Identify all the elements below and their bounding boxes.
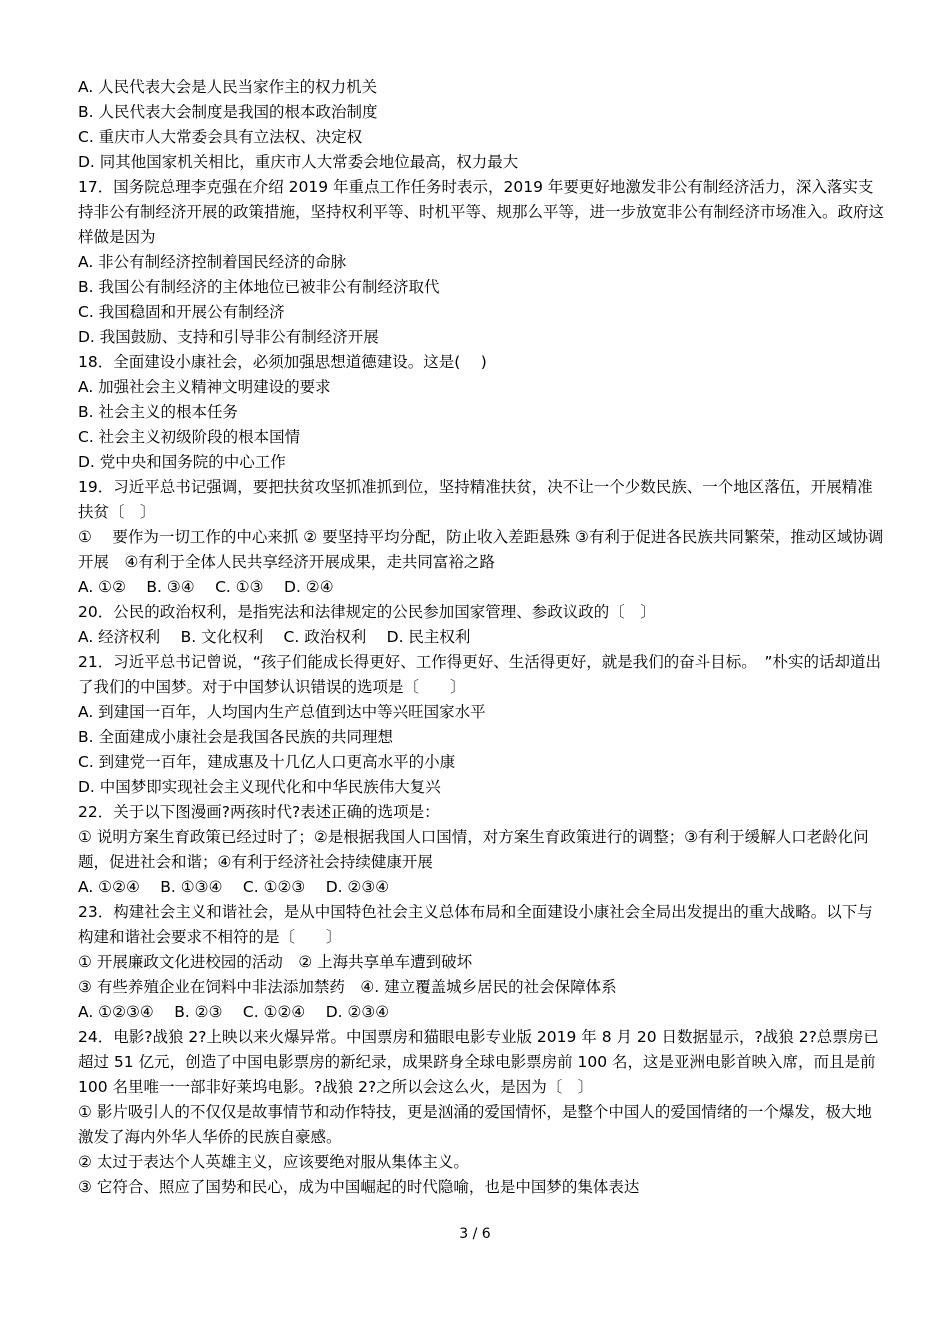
option-line: B. 社会主义的根本任务 [78, 403, 238, 421]
statement-line: ① 要作为一切工作的中心来抓 ② 要坚持平均分配，防止收入差距悬殊 ③有利于促进各民族共同繁荣，推动区域协调开展 ④有利于全体人民共享经济开展成果，走共同富裕之路 [78, 528, 884, 571]
option-line: D. 党中央和国务院的中心工作 [78, 453, 286, 471]
option-line: B. 全面建成小康社会是我国各民族的共同理想 [78, 728, 393, 746]
option-line: A. ①② B. ③④ C. ①③ D. ②④ [78, 578, 334, 596]
option-line: C. 重庆市人大常委会具有立法权、决定权 [78, 128, 363, 146]
option-line: A. 人民代表大会是人民当家作主的权力机关 [78, 78, 378, 96]
statement-line: ③ 它符合、照应了国势和民心，成为中国崛起的时代隐喻，也是中国梦的集体表达 [78, 1178, 640, 1196]
question-22: 22．关于以下图漫画?两孩时代?表述正确的选项是： [78, 803, 440, 821]
statement-line: ② 太过于表达个人英雄主义，应该要绝对服从集体主义。 [78, 1153, 469, 1171]
option-line: C. 我国稳固和开展公有制经济 [78, 303, 285, 321]
statement-line: ① 开展廉政文化进校园的活动 ② 上海共享单车遭到破坏 [78, 953, 473, 971]
option-line: D. 中国梦即实现社会主义现代化和中华民族伟大复兴 [78, 778, 441, 796]
question-21: 21．习近平总书记曾说，“孩子们能成长得更好、工作得更好、生活得更好，就是我们的奋斗目标。 ”朴实的话却道出了我们的中国梦。对于中国梦认识错误的选项是〔 〕 [78, 653, 882, 696]
statement-line: ① 影片吸引人的不仅仅是故事情节和动作特技，更是汹涌的爱国情怀，是整个中国人的爱国情绪的一个爆发，极大地激发了海内外华人华侨的民族自豪感。 [78, 1103, 872, 1146]
option-line: B. 人民代表大会制度是我国的根本政治制度 [78, 103, 378, 121]
option-line: A. ①②④ B. ①③④ C. ①②③ D. ②③④ [78, 878, 390, 896]
statement-line: ③ 有些养殖企业在饲料中非法添加禁药 ④. 建立覆盖城乡居民的社会保障体系 [78, 978, 617, 996]
option-line: A. ①②③④ B. ②③ C. ①②④ D. ②③④ [78, 1003, 390, 1021]
option-line: C. 社会主义初级阶段的根本国情 [78, 428, 301, 446]
question-19: 19．习近平总书记强调，要把扶贫攻坚抓准抓到位，坚持精准扶贫，决不让一个少数民族、一个地区落伍，开展精准扶贫〔 〕 [78, 478, 873, 521]
question-18: 18．全面建设小康社会，必须加强思想道德建设。这是( ) [78, 353, 487, 371]
option-line: A. 非公有制经济控制着国民经济的命脉 [78, 253, 347, 271]
option-line: D. 同其他国家机关相比，重庆市人大常委会地位最高，权力最大 [78, 153, 519, 171]
question-20: 20．公民的政治权利，是指宪法和法律规定的公民参加国家管理、参政议政的〔 〕 [78, 603, 656, 621]
option-line: C. 到建党一百年，建成惠及十几亿人口更高水平的小康 [78, 753, 456, 771]
statement-line: ① 说明方案生育政策已经过时了；②是根据我国人口国情，对方案生育政策进行的调整；③有利于缓解人口老龄化问题，促进社会和谐；④有利于经济社会持续健康开展 [78, 828, 869, 871]
page-number: 3 / 6 [459, 1226, 491, 1242]
question-17: 17．国务院总理李克强在介绍 2019 年重点工作任务时表示，2019 年要更好地激发非公有制经济活力，深入落实支持非公有制经济开展的政策措施，坚持权利平等、时机平等、规那么平等，进一步放宽非公有制经济市场准入。政府这样做是因为 [78, 178, 885, 246]
question-23: 23．构建社会主义和谐社会，是从中国特色社会主义总体布局和全面建设小康社会全局出发提出的重大战略。以下与构建和谐社会要求不相符的是〔 〕 [78, 903, 873, 946]
option-line: A. 加强社会主义精神文明建设的要求 [78, 378, 331, 396]
option-line: A. 到建国一百年，人均国内生产总值到达中等兴旺国家水平 [78, 703, 486, 721]
option-line: D. 我国鼓励、支持和引导非公有制经济开展 [78, 328, 379, 346]
option-line: B. 我国公有制经济的主体地位已被非公有制经济取代 [78, 278, 440, 296]
question-text-block [78, 75, 886, 1200]
option-line: A. 经济权利 B. 文化权利 C. 政治权利 D. 民主权利 [78, 628, 471, 646]
question-24: 24．电影?战狼 2?上映以来火爆异常。中国票房和猫眼电影专业版 2019 年 8 月 20 日数据显示，?战狼 2?总票房已超过 51 亿元，创造了中国电影票房的新纪录，成果跻身全球电影票房前 100 名，这是亚洲电影首映入席，而且是前 100 名里唯一一部非好莱坞电影。?战狼 2?之所以会这么火，是因为〔 〕 [78, 1028, 879, 1096]
